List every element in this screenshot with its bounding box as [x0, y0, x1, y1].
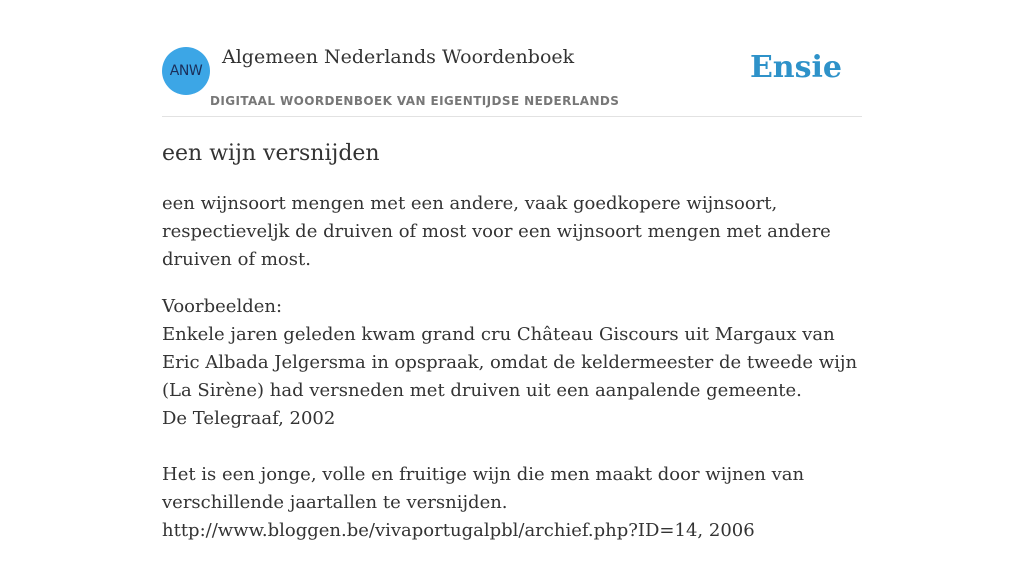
- ensie-brand-logo[interactable]: Ensie: [749, 50, 842, 85]
- entry-title: een wijn versnijden: [162, 141, 380, 166]
- site-header: [162, 0, 862, 117]
- example-source: De Telegraaf, 2002: [162, 408, 336, 429]
- entry-definition: een wijnsoort mengen met een andere, vaak goedkopere wijnsoort, respectieveljk de druiven of most voor een wijnsoort mengen met andere druiven of most.: [162, 193, 831, 270]
- site-title[interactable]: Algemeen Nederlands Woordenboek: [222, 46, 575, 68]
- example-item: [162, 321, 862, 433]
- example-text: Enkele jaren geleden kwam grand cru Château Giscours uit Margaux van Eric Albada Jelgersma in opspraak, omdat de keldermeester de tweede wijn (La Sirène) had versneden met druiven uit een aanpalende gemeente.: [162, 324, 858, 401]
- site-subtitle: DIGITAAL WOORDENBOEK VAN EIGENTIJDSE NEDERLANDS: [210, 94, 620, 108]
- entry-content: [162, 138, 862, 573]
- examples-label: Voorbeelden:: [162, 296, 283, 317]
- example-item: [162, 461, 862, 545]
- anw-logo[interactable]: [162, 47, 210, 95]
- example-text: Het is een jonge, volle en fruitige wijn die men maakt door wijnen van verschillende jaartallen te versnijden.: [162, 464, 805, 513]
- logo-text: ANW: [169, 63, 203, 79]
- example-source: http://www.bloggen.be/vivaportugalpbl/archief.php?ID=14, 2006: [162, 520, 755, 541]
